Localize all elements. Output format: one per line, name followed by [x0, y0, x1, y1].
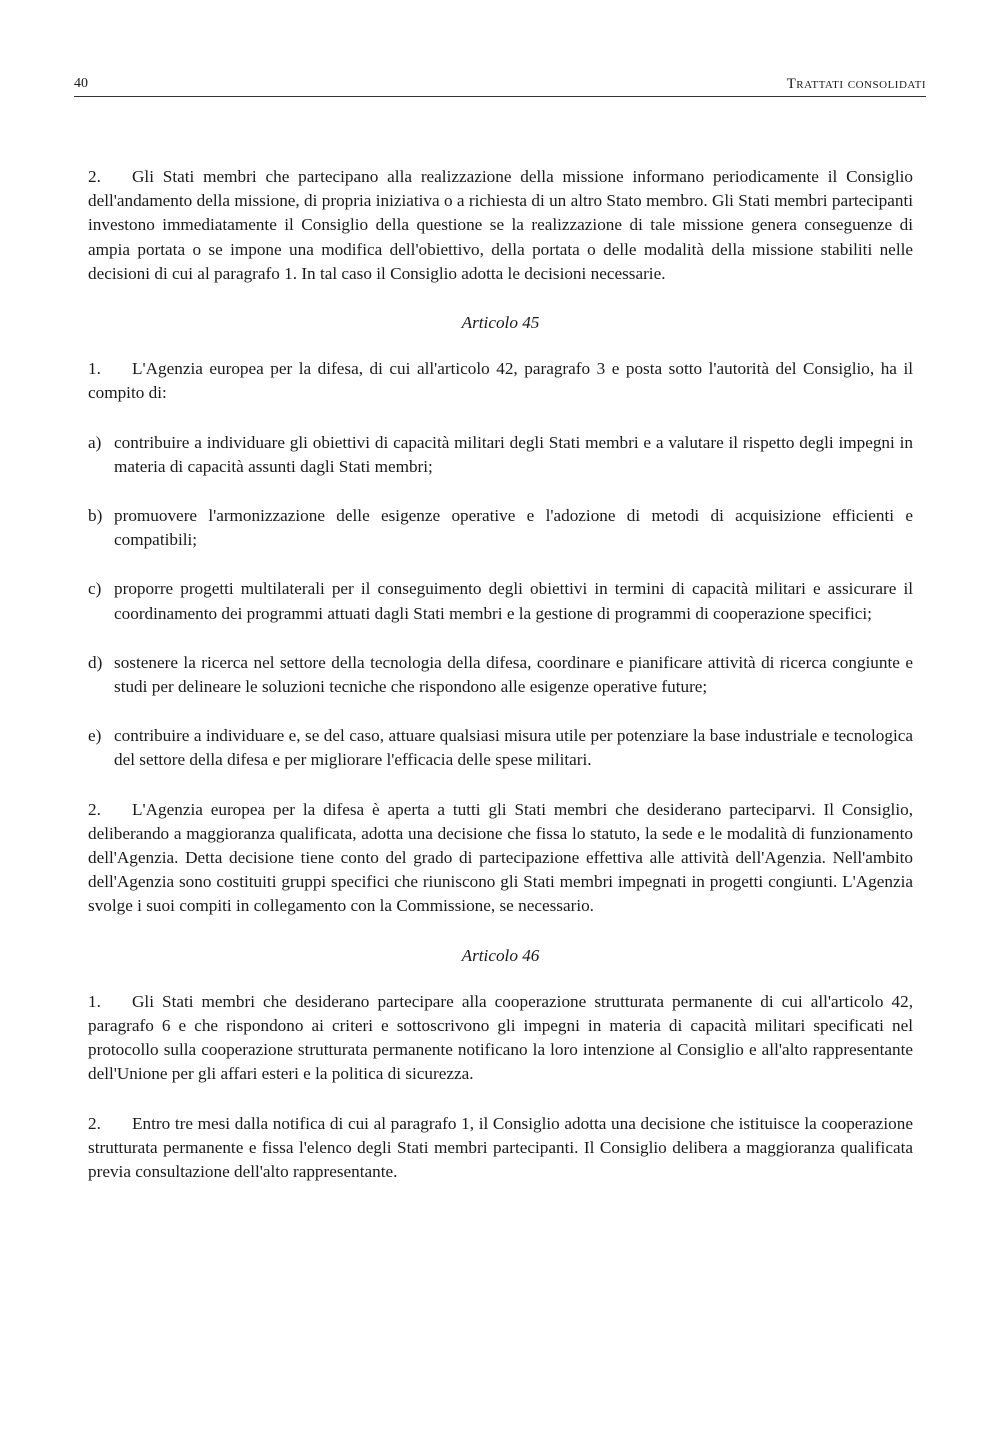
- paragraph-number: 2.: [88, 167, 101, 186]
- page-header: [74, 76, 926, 97]
- item-letter: e): [88, 726, 102, 746]
- paragraph-text: Entro tre mesi dalla notifica di cui al paragrafo 1, il Consiglio adotta una decisione che istituisce la cooperazione strutturata permanente e fissa l'elenco degli Stati membri partecipanti. Il Consiglio delibera a maggioranza qualificata previa consultazione dell'alto rappresentante.: [88, 1113, 913, 1182]
- running-title: Trattati consolidati: [786, 76, 926, 92]
- item-text: proporre progetti multilaterali per il conseguimento degli obiettivi in termini di capacità militari e assicurare il coordinamento dei programmi attuati dagli Stati membri e la gestione di programmi di cooperazione specifici;: [114, 579, 913, 623]
- list-item-c: [88, 577, 913, 625]
- paragraph-text: L'Agenzia europea per la difesa è aperta a tutti gli Stati membri che desiderano parteciparvi. Il Consiglio, deliberando a maggioranza qualificata, adotta una decisione che fissa lo statuto, la sede e le modalità di funzionamento dell'Agenzia. Detta decisione tiene conto del grado di partecipazione effettiva alle attività dell'Agenzia. Nell'ambito dell'Agenzia sono costituiti gruppi specifici che riuniscono gli Stati membri impegnati in progetti congiunti. L'Agenzia svolge i suoi compiti in collegamento con la Commissione, se necessario.: [88, 799, 913, 916]
- paragraph-text: Gli Stati membri che partecipano alla realizzazione della missione informano periodicamente il Consiglio dell'andamento della missione, di propria iniziativa o a richiesta di un altro Stato membro. Gli Stati membri partecipanti investono immediatamente il Consiglio della questione se la realizzazione di tale missione genera conseguenze di ampia portata o se impone una modifica dell'obiettivo, della portata o delle modalità della missione stabiliti nelle decisioni di cui al paragrafo 1. In tal caso il Consiglio adotta le decisioni necessarie.: [88, 167, 913, 283]
- article-46-paragraph-2: [88, 1112, 913, 1185]
- item-letter: b): [88, 506, 103, 526]
- paragraph-number: 2.: [88, 1113, 101, 1133]
- article-45-heading: Articolo 45: [461, 313, 540, 333]
- item-text: contribuire a individuare gli obiettivi di capacità militari degli Stati membri e a valutare il rispetto degli impegni in materia di capacità assunti dagli Stati membri;: [114, 432, 913, 476]
- paragraph-number: 1.: [88, 991, 101, 1011]
- article-45-paragraph-2: [88, 798, 913, 919]
- article-44-paragraph-2: [88, 165, 913, 286]
- item-letter: d): [88, 652, 103, 672]
- paragraph-text: Gli Stati membri che desiderano partecipare alla cooperazione strutturata permanente di cui all'articolo 42, paragrafo 6 e che rispondono ai criteri e sottoscrivono gli impegni in materia di capacità militari specificati nel protocollo sulla cooperazione strutturata permanente notificano la loro intenzione al Consiglio e all'alto rappresentante dell'Unione per gli affari esteri e la politica di sicurezza.: [88, 991, 913, 1084]
- article-45-paragraph-1: [88, 357, 913, 405]
- item-text: promuovere l'armonizzazione delle esigenze operative e l'adozione di metodi di acquisizione efficienti e compatibili;: [114, 506, 913, 550]
- list-item-a: [88, 431, 913, 479]
- item-text: sostenere la ricerca nel settore della tecnologia della difesa, coordinare e pianificare attività di ricerca congiunte e studi per delineare le soluzioni tecniche che rispondono alle esigenze operative future;: [114, 652, 913, 697]
- article-46-paragraph-1: [88, 990, 913, 1087]
- item-letter: c): [88, 579, 102, 599]
- paragraph-text: L'Agenzia europea per la difesa, di cui all'articolo 42, paragrafo 3 e posta sotto l'autorità del Consiglio, ha il compito di:: [88, 359, 913, 403]
- item-letter: a): [88, 432, 102, 452]
- paragraph-number: 1.: [88, 359, 101, 379]
- page-body: [88, 165, 913, 1184]
- page-number: 40: [74, 76, 88, 91]
- item-text: contribuire a individuare e, se del caso, attuare qualsiasi misura utile per potenziare la base industriale e tecnologica del settore della difesa e per migliorare l'efficacia delle spese militari.: [114, 726, 913, 770]
- list-item-e: [88, 724, 913, 772]
- paragraph-number: 2.: [88, 799, 101, 819]
- article-46-heading: Articolo 46: [461, 945, 540, 965]
- list-item-b: [88, 504, 913, 552]
- list-item-d: [88, 651, 913, 699]
